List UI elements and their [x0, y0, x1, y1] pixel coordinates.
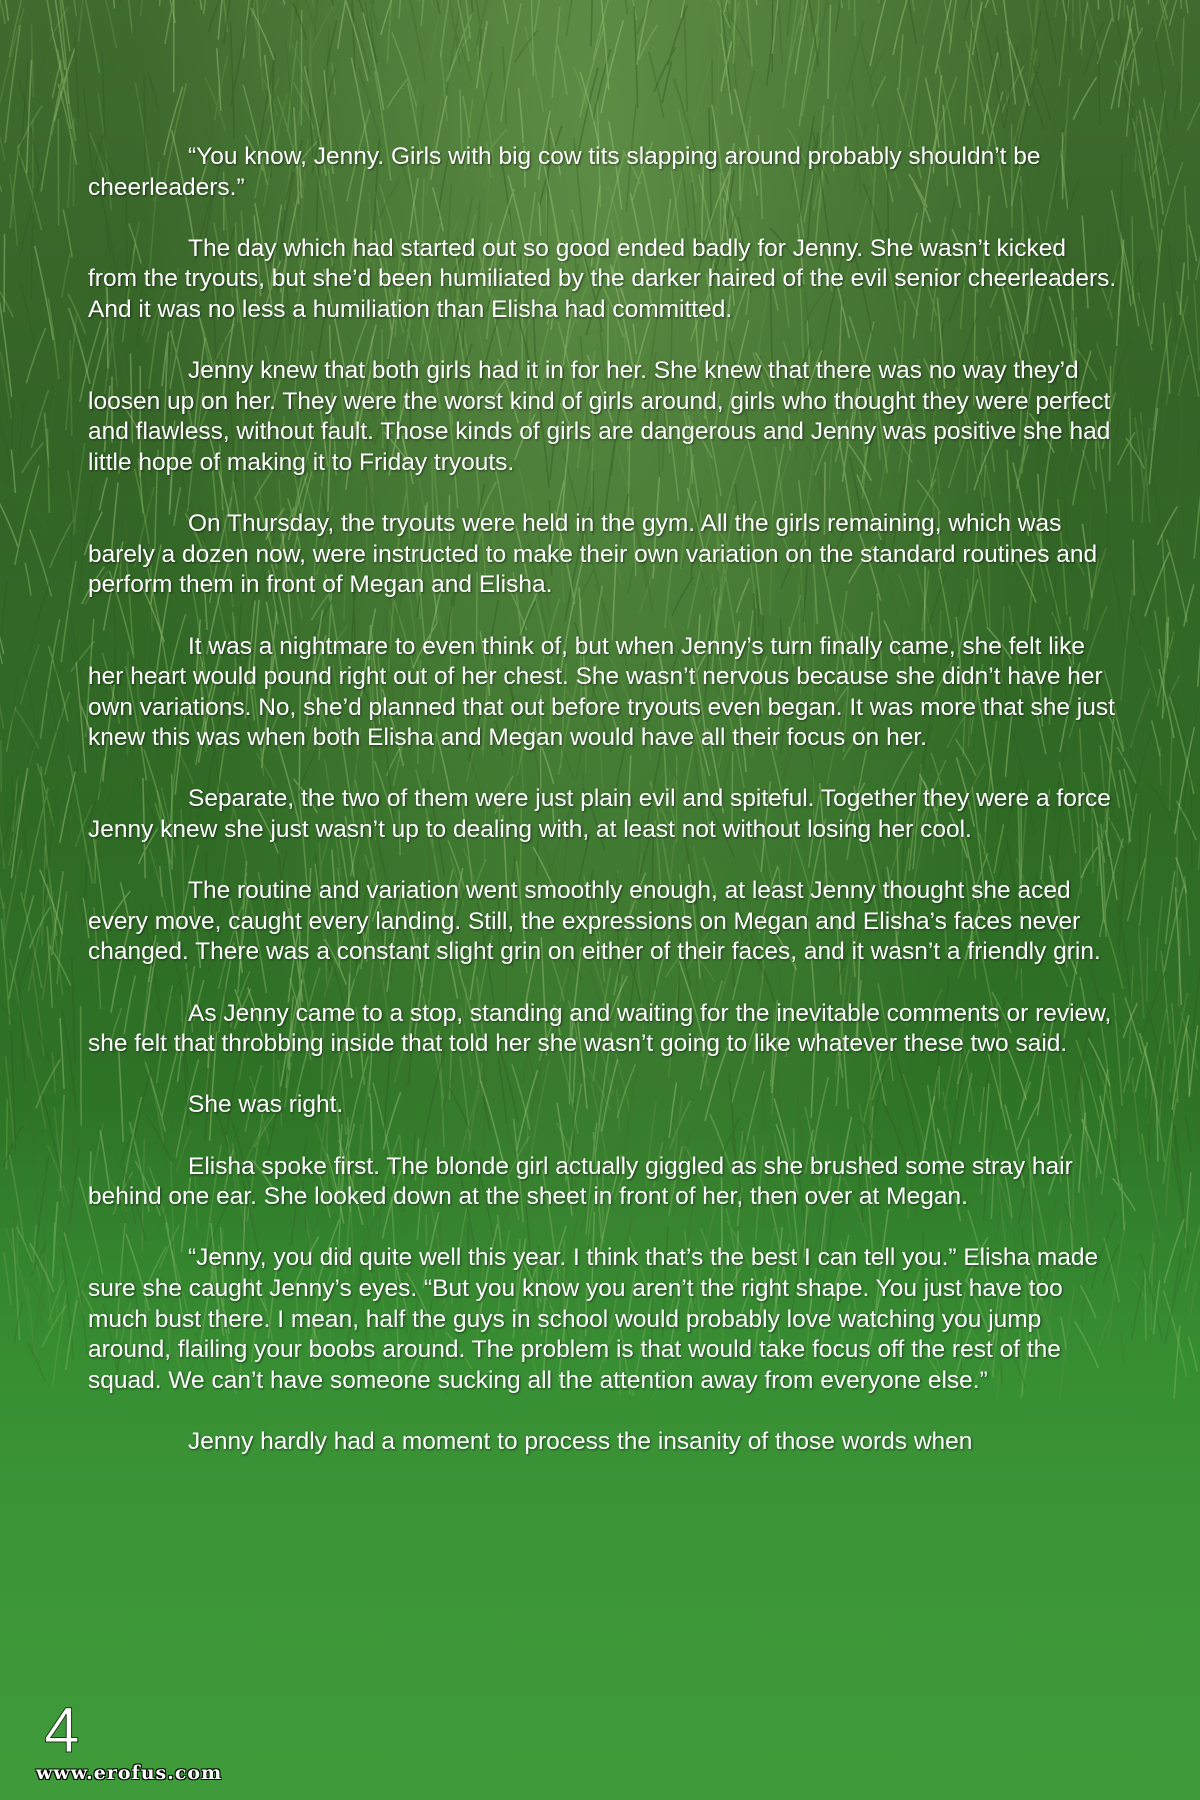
paragraph-7: The routine and variation went smoothly enough, at least Jenny thought she aced every move, caught every landing. Still, the expressions on Megan and Elisha’s faces never changed. There was a constant slight grin on either of their faces, and it wasn’t a friendly grin.	[88, 877, 1101, 966]
paragraph-2: The day which had started out so good ended badly for Jenny. She wasn’t kicked from the tryouts, but she’d been humiliated by the darker haired of the evil senior cheerleaders. And it was no less a humiliation than Elisha had committed.	[88, 234, 1117, 323]
paragraph-11: “Jenny, you did quite well this year. I think that’s the best I can tell you.” Elisha made sure she caught Jenny’s eyes. “But you know you aren’t the right shape. You just have too much bust there. I mean, half the guys in school would probably love watching you jump around, flailing your boobs around. The problem is that would take focus off the rest of the squad. We can’t have someone sucking all the attention away from everyone else.”	[88, 1244, 1099, 1394]
paragraph-4: On Thursday, the tryouts were held in the gym. All the girls remaining, which was barely a dozen now, were instructed to make their own variation on the standard routines and perform them in front of Megan and Elisha.	[88, 510, 1098, 599]
paragraph-1: “You know, Jenny. Girls with big cow tits slapping around probably shouldn’t be cheerleaders.”	[88, 143, 1041, 201]
paragraph-9: She was right.	[188, 1091, 344, 1119]
paragraph-12: Jenny hardly had a moment to process the insanity of those words when	[188, 1427, 973, 1455]
paragraph-3: Jenny knew that both girls had it in for her. She knew that there was no way they’d loosen up on her. They were the worst kind of girls around, girls who thought they were perfect and flawless, without fault. Those kinds of girls are dangerous and Jenny was positive she had little hope of making it to Friday tryouts.	[88, 357, 1111, 476]
paragraph-6: Separate, the two of them were just plain evil and spiteful. Together they were a force Jenny knew she just wasn’t up to dealing with, at least not without losing her cool.	[88, 785, 1111, 844]
paragraph-8: As Jenny came to a stop, standing and waiting for the inevitable comments or review, she felt that throbbing inside that told her she wasn’t going to like whatever these two said.	[88, 999, 1112, 1058]
paragraph-5: It was a nightmare to even think of, but when Jenny’s turn finally came, she felt like her heart would pound right out of her chest. She wasn’t nervous because she didn’t have her own variations. No, she’d planned that out before tryouts even began. It was more that she just knew this was when both Elisha and Megan would have all their focus on her.	[88, 632, 1115, 752]
paragraph-10: Elisha spoke first. The blonde girl actually giggled as she brushed some stray hair behind one ear. She looked down at the sheet in front of her, then over at Megan.	[88, 1152, 1073, 1211]
watermark: www.erofus.com	[36, 1762, 223, 1784]
page-number: 4	[44, 1694, 80, 1766]
story-text	[88, 142, 1120, 1488]
